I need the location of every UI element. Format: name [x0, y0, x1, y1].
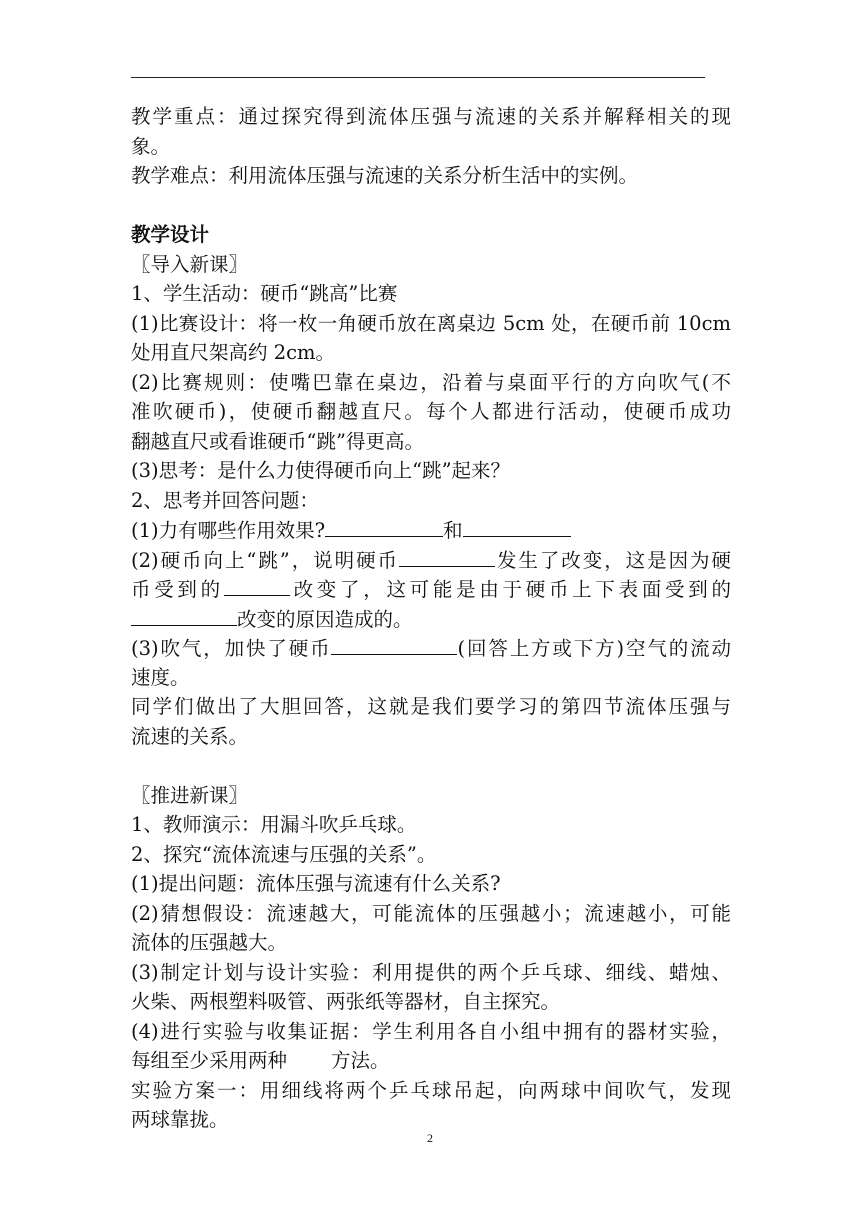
experiment-plan-1-line-2: 两球靠拢。 [131, 1108, 229, 1131]
advance-guess-line-2: 流体的压强越大。 [131, 931, 288, 954]
experiment-plan-1-line-1: 实验方案一：用细线将两个乒乓球吊起，向两球中间吹气，发现 [131, 1078, 731, 1102]
answer-blank [131, 604, 237, 626]
spacer [131, 191, 731, 221]
question-2-line-3 [131, 604, 731, 634]
intro-design-line-2: 处用直尺架高约 2cm。 [131, 341, 336, 364]
question-2-text-e: 改变的原因造成的。 [237, 607, 413, 631]
header-rule [131, 77, 705, 78]
key-point-line-1: 教学重点：通过探究得到流体压强与流速的关系并解释相关的现 [131, 105, 731, 128]
answer-blank [224, 574, 290, 596]
question-3-line-2: 速度。 [131, 665, 190, 689]
question-1-text: (1)力有哪些作用效果? [131, 519, 326, 542]
answer-blank [463, 515, 571, 537]
answer-blank [331, 633, 457, 655]
design-heading: 教学设计 [131, 223, 210, 246]
question-1 [131, 515, 731, 545]
question-1-and: 和 [443, 519, 463, 542]
question-2-text-b: 发生了改变，这是因为硬 [494, 548, 731, 572]
question-3-line-1 [131, 633, 731, 663]
advance-section-heading: 〖推进新课〗 [131, 783, 249, 807]
question-3-text-b: (回答上方或下方)空气的流动 [457, 637, 732, 660]
advance-plan-line-2: 火柴、两根塑料吸管、两张纸等器材，自主探究。 [131, 990, 561, 1013]
intro-think: (3)思考：是什么力使得硬币向上“跳”起来？ [131, 459, 511, 482]
question-2-line-1 [131, 545, 731, 575]
question-2-line-2 [131, 574, 731, 604]
answer-blank [325, 515, 443, 537]
question-2-text-a: (2)硬币向上“跳”，说明硬币 [131, 548, 399, 572]
answer-blank [399, 545, 495, 567]
intro-summary-line-1: 同学们做出了大胆回答，这就是我们要学习的第四节流体压强与 [131, 695, 731, 718]
page-content [131, 102, 731, 1135]
advance-guess-line-1: (2)猜想假设：流速越大，可能流体的压强越小；流速越小，可能 [131, 901, 731, 925]
advance-plan-line-1: (3)制定计划与设计实验：利用提供的两个乒乓球、细线、蜡烛、 [131, 960, 731, 984]
key-point-line-2: 象。 [131, 134, 171, 158]
intro-rules-line-3: 翻越直尺或看谁硬币“跳”得更高。 [131, 429, 424, 453]
page-number: 2 [427, 1131, 433, 1145]
intro-summary-line-2: 流速的关系。 [131, 724, 249, 748]
question-2-text-d: 改变了，这可能是由于硬币上下表面受到的 [289, 578, 731, 601]
intro-section-heading: 〖导入新课〗 [131, 252, 249, 276]
intro-design-line-1: (1)比赛设计：将一枚一角硬币放在离桌边 5cm 处，在硬币前 10cm [131, 311, 731, 335]
spacer [131, 751, 731, 781]
advance-conduct-line-2 [131, 1046, 731, 1076]
intro-rules-line-2: 准吹硬币)，使硬币翻越直尺。每个人都进行活动，使硬币成功 [131, 400, 731, 423]
advance-conduct-text-b: 方法。 [331, 1049, 390, 1072]
advance-question: (1)提出问题：流体压强与流速有什么关系? [131, 872, 501, 895]
advance-explore: 2、探究“流体流速与压强的关系”。 [131, 842, 437, 866]
intro-rules-line-1: (2)比赛规则：使嘴巴靠在桌边，沿着与桌面平行的方向吹气(不 [131, 370, 731, 394]
advance-conduct-text-a: 每组至少采用两种 [131, 1049, 288, 1072]
advance-demo: 1、教师演示：用漏斗吹乒乓球。 [131, 813, 417, 836]
advance-conduct-line-1: (4)进行实验与收集证据：学生利用各自小组中拥有的器材实验， [131, 1019, 731, 1043]
intro-questions: 2、思考并回答问题： [131, 488, 319, 512]
question-3-text-a: (3)吹气，加快了硬币 [131, 637, 332, 660]
intro-activity: 1、学生活动：硬币“跳高”比赛 [131, 282, 398, 305]
difficult-point: 教学难点：利用流体压强与流速的关系分析生活中的实例。 [131, 164, 639, 187]
question-2-text-c: 币受到的 [131, 578, 224, 601]
